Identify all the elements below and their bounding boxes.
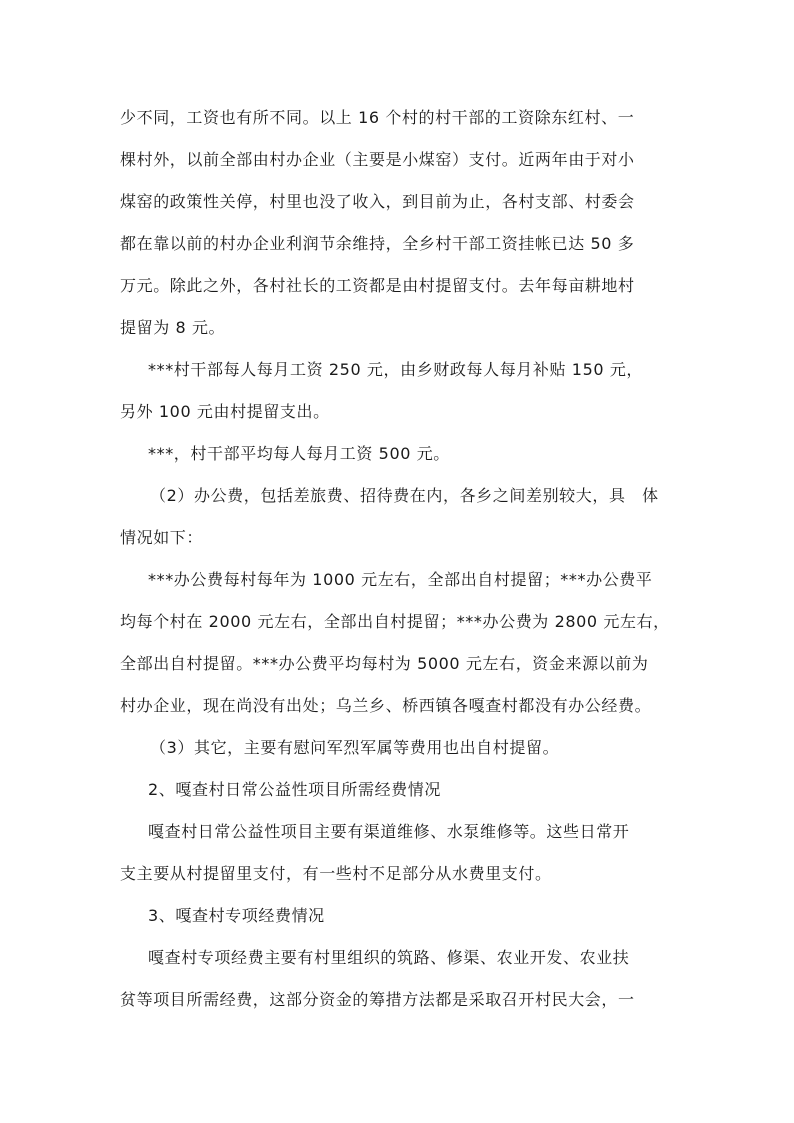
text-line: 另外 100 元由村提留支出。 (120, 402, 330, 421)
text-line: 情况如下： (120, 528, 204, 547)
text-line: 少不同，工资也有所不同。以上 16 个村的村干部的工资除东红村、一 (120, 108, 635, 127)
text-line: ***办公费每村每年为 1000 元左右，全部出自村提留；***办公费平 (148, 570, 653, 589)
text-line: （2）办公费，包括差旅费、招待费在内，各乡之间差别较大，具 体 (150, 486, 659, 505)
text-line: 支主要从村提留里支付，有一些村不足部分从水费里支付。 (120, 864, 552, 883)
text-line: 提留为 8 元。 (120, 318, 226, 337)
text-line: 煤窑的政策性关停，村里也没了收入，到目前为止，各村支部、村委会 (120, 192, 635, 211)
text-line: 万元。除此之外，各村社长的工资都是由村提留支付。去年每亩耕地村 (120, 276, 635, 295)
text-line: 均每个村在 2000 元左右，全部出自村提留；***办公费为 2800 元左右， (120, 612, 670, 631)
section-heading: 3、嘎查村专项经费情况 (148, 906, 325, 925)
section-heading: 2、嘎查村日常公益性项目所需经费情况 (148, 780, 441, 799)
text-line: ***村干部每人每月工资 250 元，由乡财政每人每月补贴 150 元， (148, 360, 644, 379)
text-line: 棵村外，以前全部由村办企业（主要是小煤窑）支付。近两年由于对小 (120, 150, 635, 169)
text-line: 嘎查村日常公益性项目主要有渠道维修、水泵维修等。这些日常开 (148, 822, 630, 841)
text-line: 全部出自村提留。***办公费平均每村为 5000 元左右，资金来源以前为 (120, 654, 649, 673)
text-line: 贫等项目所需经费，这部分资金的筹措方法都是采取召开村民大会，一 (120, 990, 635, 1009)
text-line: 嘎查村专项经费主要有村里组织的筑路、修渠、农业开发、农业扶 (148, 948, 630, 967)
text-line: 村办企业，现在尚没有出处；乌兰乡、桥西镇各嘎查村都没有办公经费。 (120, 696, 652, 715)
text-line: （3）其它，主要有慰问军烈军属等费用也出自村提留。 (150, 738, 560, 757)
text-line: 都在靠以前的村办企业利润节余维持，全乡村干部工资挂帐已达 50 多 (120, 234, 635, 253)
text-line: ***，村干部平均每人每月工资 500 元。 (148, 444, 450, 463)
